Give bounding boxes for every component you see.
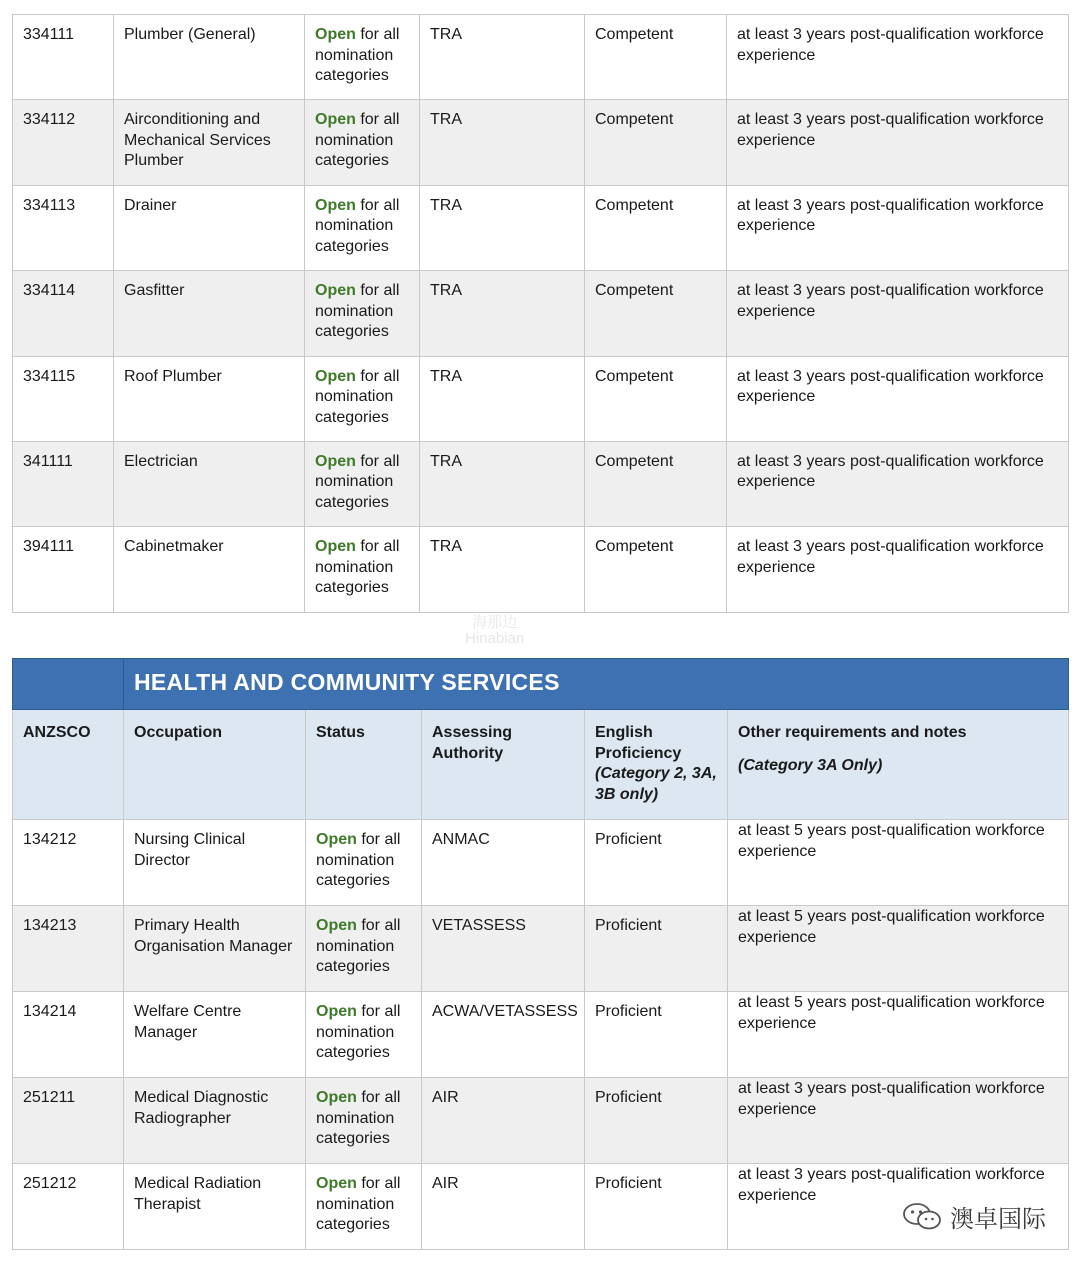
anzsco-code: 394111 (13, 527, 114, 612)
table-row (13, 15, 1069, 100)
status-cell (305, 527, 420, 612)
anzsco-code: 134212 (13, 820, 124, 906)
occupation-name: Welfare Centre Manager (124, 992, 306, 1078)
section-band (13, 659, 1069, 710)
status-cell (305, 15, 420, 100)
header-authority: Assessing Authority (422, 710, 585, 820)
occupation-name: Gasfitter (114, 271, 305, 356)
watermark-cn: 海那边 (472, 614, 518, 631)
status-text: for all nomination categories (316, 917, 401, 975)
anzsco-code: 341111 (13, 441, 114, 526)
assessing-authority: VETASSESS (422, 906, 585, 992)
requirements-notes: at least 3 years post-qualification workforce experience (728, 1164, 1069, 1250)
requirements-notes: at least 3 years post-qualification workforce experience (727, 15, 1069, 100)
band-spacer (13, 659, 124, 710)
english-proficiency: Proficient (585, 1078, 728, 1164)
english-proficiency: Proficient (585, 992, 728, 1078)
status-cell (306, 1164, 422, 1250)
watermark (465, 615, 524, 647)
status-text: for all nomination categories (316, 1175, 401, 1233)
anzsco-code: 251211 (13, 1078, 124, 1164)
assessing-authority: ACWA/VETASSESS (422, 992, 585, 1078)
english-proficiency: Competent (585, 441, 727, 526)
assessing-authority: TRA (420, 441, 585, 526)
status-cell (306, 1078, 422, 1164)
table-row (13, 1078, 1069, 1164)
status-cell (306, 992, 422, 1078)
table-row (13, 185, 1069, 270)
anzsco-code: 334111 (13, 15, 114, 100)
requirements-notes: at least 3 years post-qualification workforce experience (727, 271, 1069, 356)
occupation-name: Medical Diagnostic Radiographer (124, 1078, 306, 1164)
occupation-name: Plumber (General) (114, 15, 305, 100)
table-row (13, 527, 1069, 612)
occupation-name: Cabinetmaker (114, 527, 305, 612)
header-english (585, 710, 728, 820)
table-row (13, 100, 1069, 185)
requirements-notes: at least 3 years post-qualification workforce experience (727, 356, 1069, 441)
status-open: Open (315, 538, 356, 556)
requirements-notes: at least 3 years post-qualification workforce experience (727, 441, 1069, 526)
assessing-authority: TRA (420, 15, 585, 100)
brand-mark (902, 1199, 1046, 1234)
status-open: Open (315, 111, 356, 129)
english-proficiency: Proficient (585, 820, 728, 906)
status-open: Open (315, 367, 356, 385)
assessing-authority: TRA (420, 100, 585, 185)
assessing-authority: TRA (420, 356, 585, 441)
status-open: Open (315, 196, 356, 214)
anzsco-code: 134213 (13, 906, 124, 992)
status-text: for all nomination categories (316, 1003, 401, 1061)
english-proficiency: Competent (585, 185, 727, 270)
status-cell (305, 185, 420, 270)
table-row (13, 441, 1069, 526)
status-open: Open (316, 1003, 357, 1020)
anzsco-code: 134214 (13, 992, 124, 1078)
assessing-authority: AIR (422, 1164, 585, 1250)
header-anzsco: ANZSCO (13, 710, 124, 820)
requirements-notes: at least 5 years post-qualification workforce experience (728, 992, 1069, 1078)
occupation-name: Primary Health Organisation Manager (124, 906, 306, 992)
wechat-icon (902, 1202, 942, 1232)
english-proficiency: Competent (585, 271, 727, 356)
status-text: for all nomination categories (315, 452, 400, 511)
requirements-notes: at least 3 years post-qualification workforce experience (727, 100, 1069, 185)
occupation-name: Roof Plumber (114, 356, 305, 441)
status-text: for all nomination categories (315, 111, 400, 170)
status-text: for all nomination categories (316, 831, 401, 889)
requirements-notes: at least 3 years post-qualification workforce experience (727, 185, 1069, 270)
trades-table (12, 14, 1069, 613)
occupation-name: Drainer (114, 185, 305, 270)
status-text: for all nomination categories (315, 196, 400, 255)
status-cell (306, 906, 422, 992)
table-row (13, 906, 1069, 992)
section-title-cell (124, 659, 1069, 710)
table-row (13, 992, 1069, 1078)
status-text: for all nomination categories (315, 282, 400, 341)
occupation-name: Nursing Clinical Director (124, 820, 306, 906)
brand-name: 澳卓国际 (950, 1206, 1046, 1233)
english-proficiency: Competent (585, 100, 727, 185)
anzsco-code: 251212 (13, 1164, 124, 1250)
status-text: for all nomination categories (315, 26, 400, 84)
status-text: for all nomination categories (315, 538, 400, 597)
assessing-authority: ANMAC (422, 820, 585, 906)
occupation-name: Electrician (114, 441, 305, 526)
requirements-notes: at least 5 years post-qualification workforce experience (728, 906, 1069, 992)
status-cell (305, 100, 420, 185)
anzsco-code: 334112 (13, 100, 114, 185)
status-text: for all nomination categories (316, 1089, 401, 1147)
status-open: Open (316, 1089, 357, 1106)
english-proficiency: Proficient (585, 906, 728, 992)
column-header-row (13, 710, 1069, 820)
status-open: Open (316, 917, 357, 934)
status-open: Open (315, 452, 356, 470)
status-open: Open (315, 26, 356, 43)
header-notes (728, 710, 1069, 820)
section-title: HEALTH AND COMMUNITY SERVICES (134, 668, 560, 695)
assessing-authority: TRA (420, 271, 585, 356)
english-proficiency: Proficient (585, 1164, 728, 1250)
requirements-notes: at least 3 years post-qualification workforce experience (728, 1078, 1069, 1164)
english-proficiency: Competent (585, 527, 727, 612)
anzsco-code: 334115 (13, 356, 114, 441)
anzsco-code: 334113 (13, 185, 114, 270)
status-cell (305, 441, 420, 526)
header-occupation: Occupation (124, 710, 306, 820)
status-open: Open (316, 831, 357, 848)
status-cell (305, 356, 420, 441)
status-text: for all nomination categories (315, 367, 400, 426)
requirements-notes: at least 3 years post-qualification workforce experience (727, 527, 1069, 612)
header-status: Status (306, 710, 422, 820)
header-english-note: (Category 2, 3A, 3B only) (595, 765, 717, 803)
occupation-name: Airconditioning and Mechanical Services Plumber (114, 100, 305, 185)
header-english-label: English Proficiency (595, 724, 682, 762)
table-row (13, 356, 1069, 441)
watermark-en: Hinabian (465, 630, 525, 647)
anzsco-code: 334114 (13, 271, 114, 356)
occupation-name: Medical Radiation Therapist (124, 1164, 306, 1250)
health-services-table (12, 658, 1069, 1250)
status-open: Open (316, 1175, 357, 1192)
status-open: Open (315, 282, 356, 300)
header-notes-label: Other requirements and notes (738, 724, 967, 741)
english-proficiency: Competent (585, 356, 727, 441)
status-cell (306, 820, 422, 906)
table-row (13, 820, 1069, 906)
table-row (13, 271, 1069, 356)
assessing-authority: TRA (420, 185, 585, 270)
requirements-notes: at least 5 years post-qualification workforce experience (728, 820, 1069, 906)
assessing-authority: AIR (422, 1078, 585, 1164)
assessing-authority: TRA (420, 527, 585, 612)
status-cell (305, 271, 420, 356)
english-proficiency: Competent (585, 15, 727, 100)
header-notes-note: (Category 3A Only) (738, 756, 883, 774)
